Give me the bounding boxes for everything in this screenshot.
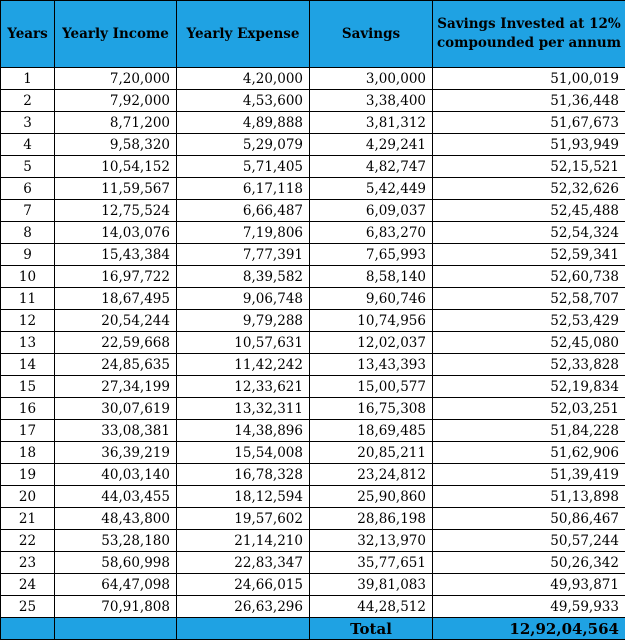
cell-yearly-expense: 5,71,405 [177,156,310,178]
cell-savings-invested: 51,00,019 [433,68,625,90]
cell-savings-invested: 52,53,429 [433,310,625,332]
cell-yearly-expense: 19,57,602 [177,508,310,530]
table-row [1,134,625,156]
cell-year: 4 [1,134,55,156]
cell-savings: 5,42,449 [310,178,433,200]
cell-savings: 35,77,651 [310,552,433,574]
header-yearly-expense: Yearly Expense [177,1,310,68]
cell-yearly-income: 7,92,000 [55,90,177,112]
table-body [1,68,625,618]
cell-yearly-expense: 11,42,242 [177,354,310,376]
cell-yearly-expense: 26,63,296 [177,596,310,618]
cell-yearly-income: 40,03,140 [55,464,177,486]
total-value: 12,92,04,564 [433,618,625,640]
cell-savings: 32,13,970 [310,530,433,552]
cell-yearly-expense: 15,54,008 [177,442,310,464]
cell-savings-invested: 51,36,448 [433,90,625,112]
cell-savings-invested: 50,57,244 [433,530,625,552]
cell-yearly-income: 58,60,998 [55,552,177,574]
cell-yearly-income: 16,97,722 [55,266,177,288]
table-row [1,508,625,530]
cell-savings-invested: 52,32,626 [433,178,625,200]
header-savings: Savings [310,1,433,68]
cell-savings: 20,85,211 [310,442,433,464]
cell-savings-invested: 52,59,341 [433,244,625,266]
table-row [1,200,625,222]
cell-savings-invested: 50,26,342 [433,552,625,574]
cell-yearly-expense: 4,53,600 [177,90,310,112]
cell-year: 9 [1,244,55,266]
total-row [1,618,625,640]
table-row [1,552,625,574]
cell-yearly-expense: 10,57,631 [177,332,310,354]
table-row [1,310,625,332]
cell-savings: 3,00,000 [310,68,433,90]
cell-savings: 6,83,270 [310,222,433,244]
cell-year: 17 [1,420,55,442]
table-row [1,178,625,200]
table-row [1,354,625,376]
cell-savings: 4,29,241 [310,134,433,156]
cell-savings-invested: 51,13,898 [433,486,625,508]
cell-savings-invested: 51,62,906 [433,442,625,464]
total-label: Total [310,618,433,640]
header-row [1,1,625,68]
cell-yearly-income: 9,58,320 [55,134,177,156]
cell-yearly-income: 18,67,495 [55,288,177,310]
cell-year: 18 [1,442,55,464]
cell-savings-invested: 51,67,673 [433,112,625,134]
cell-year: 8 [1,222,55,244]
cell-yearly-income: 33,08,381 [55,420,177,442]
cell-savings-invested: 51,93,949 [433,134,625,156]
cell-yearly-income: 20,54,244 [55,310,177,332]
cell-yearly-income: 10,54,152 [55,156,177,178]
cell-savings-invested: 51,84,228 [433,420,625,442]
cell-yearly-income: 44,03,455 [55,486,177,508]
cell-savings-invested: 50,86,467 [433,508,625,530]
cell-yearly-expense: 24,66,015 [177,574,310,596]
table-row [1,90,625,112]
cell-savings-invested: 49,59,933 [433,596,625,618]
cell-yearly-income: 64,47,098 [55,574,177,596]
cell-savings: 7,65,993 [310,244,433,266]
cell-savings: 3,38,400 [310,90,433,112]
cell-yearly-expense: 4,89,888 [177,112,310,134]
table-header [1,1,625,68]
cell-yearly-expense: 12,33,621 [177,376,310,398]
table-row [1,68,625,90]
total-empty-cell [1,618,55,640]
table-row [1,266,625,288]
cell-yearly-income: 14,03,076 [55,222,177,244]
cell-savings: 3,81,312 [310,112,433,134]
cell-savings: 10,74,956 [310,310,433,332]
cell-savings: 4,82,747 [310,156,433,178]
cell-year: 11 [1,288,55,310]
cell-yearly-expense: 21,14,210 [177,530,310,552]
cell-yearly-income: 70,91,808 [55,596,177,618]
cell-savings-invested: 52,19,834 [433,376,625,398]
cell-year: 5 [1,156,55,178]
cell-yearly-income: 7,20,000 [55,68,177,90]
table-row [1,530,625,552]
cell-savings: 39,81,083 [310,574,433,596]
cell-yearly-expense: 5,29,079 [177,134,310,156]
cell-savings: 13,43,393 [310,354,433,376]
cell-yearly-income: 48,43,800 [55,508,177,530]
table-row [1,420,625,442]
cell-savings: 15,00,577 [310,376,433,398]
cell-yearly-expense: 13,32,311 [177,398,310,420]
cell-savings-invested: 52,60,738 [433,266,625,288]
cell-yearly-income: 24,85,635 [55,354,177,376]
cell-yearly-income: 22,59,668 [55,332,177,354]
total-empty-cell [177,618,310,640]
cell-yearly-expense: 22,83,347 [177,552,310,574]
table-row [1,398,625,420]
cell-savings-invested: 52,03,251 [433,398,625,420]
cell-yearly-income: 11,59,567 [55,178,177,200]
cell-yearly-expense: 6,17,118 [177,178,310,200]
table-row [1,464,625,486]
cell-savings: 28,86,198 [310,508,433,530]
cell-yearly-expense: 14,38,896 [177,420,310,442]
cell-savings-invested: 52,54,324 [433,222,625,244]
cell-yearly-expense: 8,39,582 [177,266,310,288]
cell-savings: 18,69,485 [310,420,433,442]
table-row [1,112,625,134]
table-row [1,222,625,244]
cell-yearly-income: 27,34,199 [55,376,177,398]
header-yearly-income: Yearly Income [55,1,177,68]
cell-savings: 44,28,512 [310,596,433,618]
cell-year: 12 [1,310,55,332]
table-row [1,332,625,354]
cell-savings-invested: 52,45,488 [433,200,625,222]
cell-year: 20 [1,486,55,508]
cell-savings-invested: 52,45,080 [433,332,625,354]
cell-savings-invested: 49,93,871 [433,574,625,596]
cell-yearly-income: 15,43,384 [55,244,177,266]
cell-year: 10 [1,266,55,288]
cell-year: 19 [1,464,55,486]
cell-savings-invested: 52,33,828 [433,354,625,376]
cell-yearly-income: 12,75,524 [55,200,177,222]
table-row [1,156,625,178]
cell-savings-invested: 52,58,707 [433,288,625,310]
cell-yearly-expense: 6,66,487 [177,200,310,222]
cell-year: 2 [1,90,55,112]
cell-savings: 12,02,037 [310,332,433,354]
cell-savings: 8,58,140 [310,266,433,288]
cell-year: 25 [1,596,55,618]
cell-yearly-expense: 7,77,391 [177,244,310,266]
cell-yearly-income: 8,71,200 [55,112,177,134]
cell-savings-invested: 51,39,419 [433,464,625,486]
table-row [1,596,625,618]
cell-year: 3 [1,112,55,134]
table-row [1,486,625,508]
cell-savings: 16,75,308 [310,398,433,420]
cell-yearly-expense: 9,79,288 [177,310,310,332]
cell-yearly-income: 53,28,180 [55,530,177,552]
cell-yearly-expense: 7,19,806 [177,222,310,244]
cell-savings: 23,24,812 [310,464,433,486]
header-years: Years [1,1,55,68]
total-empty-cell [55,618,177,640]
cell-year: 23 [1,552,55,574]
cell-savings: 6,09,037 [310,200,433,222]
cell-year: 14 [1,354,55,376]
cell-year: 22 [1,530,55,552]
cell-year: 15 [1,376,55,398]
cell-year: 13 [1,332,55,354]
cell-year: 16 [1,398,55,420]
header-savings-invested: Savings Invested at 12% compounded per annum [433,1,625,68]
table-row [1,574,625,596]
cell-savings: 25,90,860 [310,486,433,508]
cell-yearly-expense: 9,06,748 [177,288,310,310]
table-row [1,442,625,464]
cell-year: 1 [1,68,55,90]
cell-year: 7 [1,200,55,222]
cell-yearly-income: 36,39,219 [55,442,177,464]
cell-yearly-expense: 4,20,000 [177,68,310,90]
table-footer [1,618,625,640]
cell-yearly-expense: 16,78,328 [177,464,310,486]
table-row [1,288,625,310]
cell-savings-invested: 52,15,521 [433,156,625,178]
cell-year: 24 [1,574,55,596]
cell-year: 6 [1,178,55,200]
cell-year: 21 [1,508,55,530]
cell-yearly-income: 30,07,619 [55,398,177,420]
cell-savings: 9,60,746 [310,288,433,310]
table-row [1,244,625,266]
table-row [1,376,625,398]
cell-yearly-expense: 18,12,594 [177,486,310,508]
